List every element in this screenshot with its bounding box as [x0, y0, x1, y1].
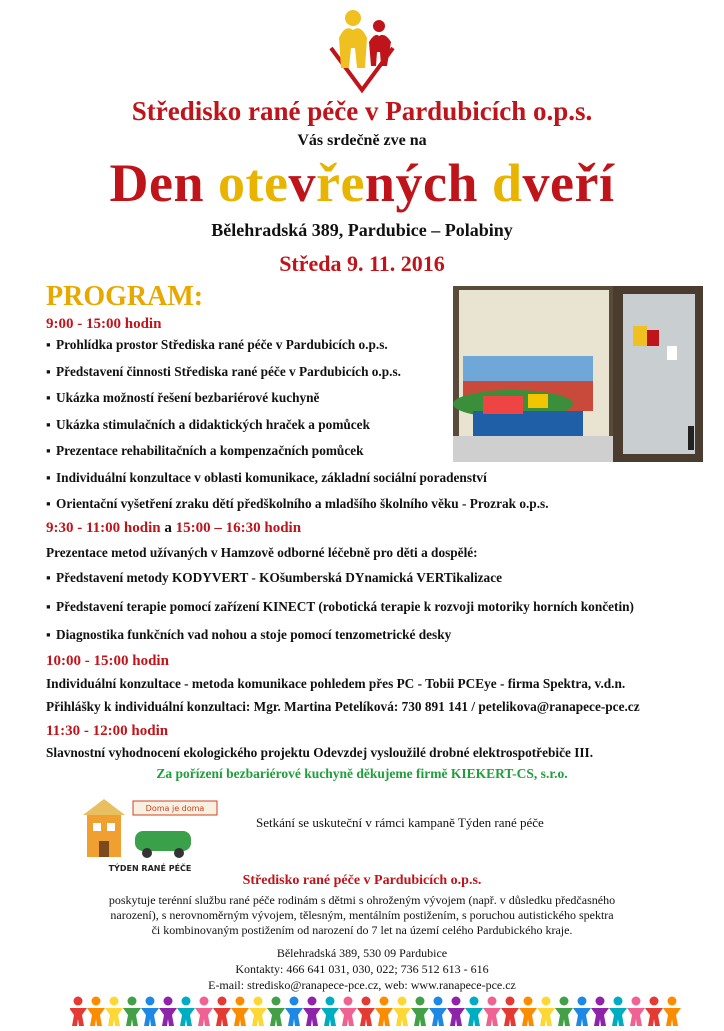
list-item [46, 470, 487, 486]
event-address: Bělehradská 389, Pardubice – Polabiny [211, 220, 513, 240]
block2-time-b: 15:00 – 16:30 hodin [175, 520, 302, 536]
bullet-icon: ▪ [46, 496, 51, 511]
campaign-text: Setkání se uskuteční v rámci kampaně Týden rané péče [256, 815, 544, 830]
person-figure [645, 997, 663, 1027]
bullet-icon: ▪ [46, 443, 51, 458]
block2-connector: a [160, 520, 176, 536]
person-figure [375, 997, 393, 1027]
list-item-text: Orientační vyšetření zraku dětí předškolního a mladšího školního věku - Prozrak o.p.s. [56, 496, 549, 511]
person-figure [195, 997, 213, 1027]
event-title-part: veří [522, 153, 615, 213]
list-item-text: Prohlídka prostor Střediska rané péče v Pardubicích o.p.s. [56, 337, 388, 352]
block4-line1: Slavnostní vyhodnocení ekologického projektu Odevzdej vysloužilé drobné elektrospotřebiče III. [46, 745, 594, 760]
room-photo [453, 286, 703, 462]
person-figure [285, 997, 303, 1027]
person-figure [501, 997, 519, 1027]
footer-desc-3: či kombinovaným postižením od narození do 7 let na území celého Pardubického kraje. [151, 923, 573, 937]
list-item-text: Individuální konzultace v oblasti komunikace, základní sociální poradenství [56, 469, 487, 485]
organization-title: Středisko rané péče v Pardubicích o.p.s. [131, 96, 593, 126]
person-figure [447, 997, 465, 1027]
footer-desc-1: poskytuje terénní službu rané péče rodinám s dětmi s ohroženým vývojem (např. v důsledku předčasného [108, 893, 616, 907]
person-figure [573, 997, 591, 1027]
program-heading: PROGRAM: [46, 281, 204, 312]
person-figure [339, 997, 357, 1027]
event-date: Středa 9. 11. 2016 [279, 251, 445, 276]
block3-line1: Individuální konzultace - metoda komunikace pohledem přes PC - Tobii PCEye - firma Spektra, v.d.n. [46, 676, 626, 691]
bullet-icon: ▪ [46, 337, 51, 352]
person-figure [249, 997, 267, 1027]
event-title-part: ote [218, 153, 289, 213]
list-item [46, 599, 634, 615]
bullet-icon: ▪ [46, 416, 51, 432]
block3-line2: Přihlášky k individuální konzultaci: Mgr. Martina Petelíková: 730 891 141 / petelikova@ranapece-pce.cz [46, 699, 640, 714]
block3-time: 10:00 - 15:00 hodin [46, 653, 169, 669]
person-figure [357, 997, 375, 1027]
block4-time: 11:30 - 12:00 hodin [46, 723, 169, 739]
event-title-part: ných [364, 153, 492, 213]
footer-address: Bělehradská 389, 530 09 Pardubice [276, 946, 448, 960]
footer-organization: Středisko rané péče v Pardubicích o.p.s. [242, 873, 482, 888]
campaign-logo-caption: TÝDEN RANÉ PÉČE [108, 864, 192, 873]
block1-time: 9:00 - 15:00 hodin [46, 316, 162, 332]
person-figure [393, 997, 411, 1027]
bullet-icon: ▪ [46, 469, 51, 485]
person-figure [87, 997, 105, 1027]
bullet-icon: ▪ [46, 627, 51, 642]
person-figure [429, 997, 447, 1027]
people-chain-decoration [70, 995, 690, 1027]
bullet-icon: ▪ [46, 598, 51, 614]
person-figure [519, 997, 537, 1027]
person-figure [411, 997, 429, 1027]
list-item [46, 496, 549, 512]
event-title-part: Den [109, 153, 219, 213]
block2-time [46, 520, 301, 537]
person-figure [627, 997, 645, 1027]
person-figure [609, 997, 627, 1027]
person-figure [267, 997, 285, 1027]
person-figure [537, 997, 555, 1027]
person-figure [231, 997, 249, 1027]
campaign-logo [75, 795, 225, 875]
person-figure [213, 997, 231, 1027]
person-figure [555, 997, 573, 1027]
list-item-text: Představení činnosti Střediska rané péče v Pardubicích o.p.s. [56, 363, 401, 379]
person-figure [159, 997, 177, 1027]
list-item [46, 627, 451, 643]
person-figure [321, 997, 339, 1027]
block2-time-a: 9:30 - 11:00 hodin [46, 520, 161, 536]
list-item [46, 570, 502, 586]
list-item [46, 337, 388, 353]
bullet-icon: ▪ [46, 570, 51, 585]
list-item-text: Představení terapie pomocí zařízení KINECT (robotická terapie k rozvoji motoriky horních končetin) [56, 598, 634, 614]
person-figure [141, 997, 159, 1027]
footer-contacts: Kontakty: 466 641 031, 030, 022; 736 512 613 - 616 [235, 962, 489, 976]
thanks-note: Za pořízení bezbariérové kuchyně děkujeme firmě KIEKERT-CS, s.r.o. [156, 766, 568, 781]
person-figure [465, 997, 483, 1027]
event-title [0, 152, 724, 214]
list-item-text: Ukázka možností řešení bezbariérové kuchyně [56, 390, 320, 405]
person-figure [123, 997, 141, 1027]
bullet-icon: ▪ [46, 390, 51, 405]
person-figure [105, 997, 123, 1027]
list-item-text: Představení metody KODYVERT - KOšumberská DYnamická VERTikalizace [56, 570, 502, 585]
list-item [46, 417, 370, 433]
campaign-logo-sign: Doma je doma [145, 804, 205, 813]
event-title-part: ře [315, 153, 365, 213]
footer-email-web: E-mail: stredisko@ranapece-pce.cz, web: www.ranapece-pce.cz [208, 978, 516, 992]
bullet-icon: ▪ [46, 363, 51, 379]
list-item [46, 443, 364, 459]
list-item [46, 390, 319, 406]
footer-desc-2: narození), s nerovnoměrným vývojem, tělesným, mentálním postižením, s poruchou autistického spektra [110, 908, 614, 922]
event-title-part: v [288, 153, 316, 213]
invite-text: Vás srdečně zve na [297, 132, 427, 149]
person-figure [591, 997, 609, 1027]
list-item-text: Prezentace rehabilitačních a kompenzačních pomůcek [56, 443, 364, 458]
person-figure [483, 997, 501, 1027]
person-figure [177, 997, 195, 1027]
event-title-part: d [491, 153, 523, 213]
list-item [46, 364, 401, 380]
organization-logo [325, 8, 399, 94]
person-figure [663, 997, 681, 1027]
person-figure [70, 997, 87, 1027]
list-item-text: Ukázka stimulačních a didaktických hraček a pomůcek [56, 416, 370, 432]
list-item-text: Diagnostika funkčních vad nohou a stoje pomocí tenzometrické desky [56, 627, 452, 642]
block2-intro: Prezentace metod užívaných v Hamzově odborné léčebně pro děti a dospělé: [46, 545, 478, 560]
person-figure [303, 997, 321, 1027]
